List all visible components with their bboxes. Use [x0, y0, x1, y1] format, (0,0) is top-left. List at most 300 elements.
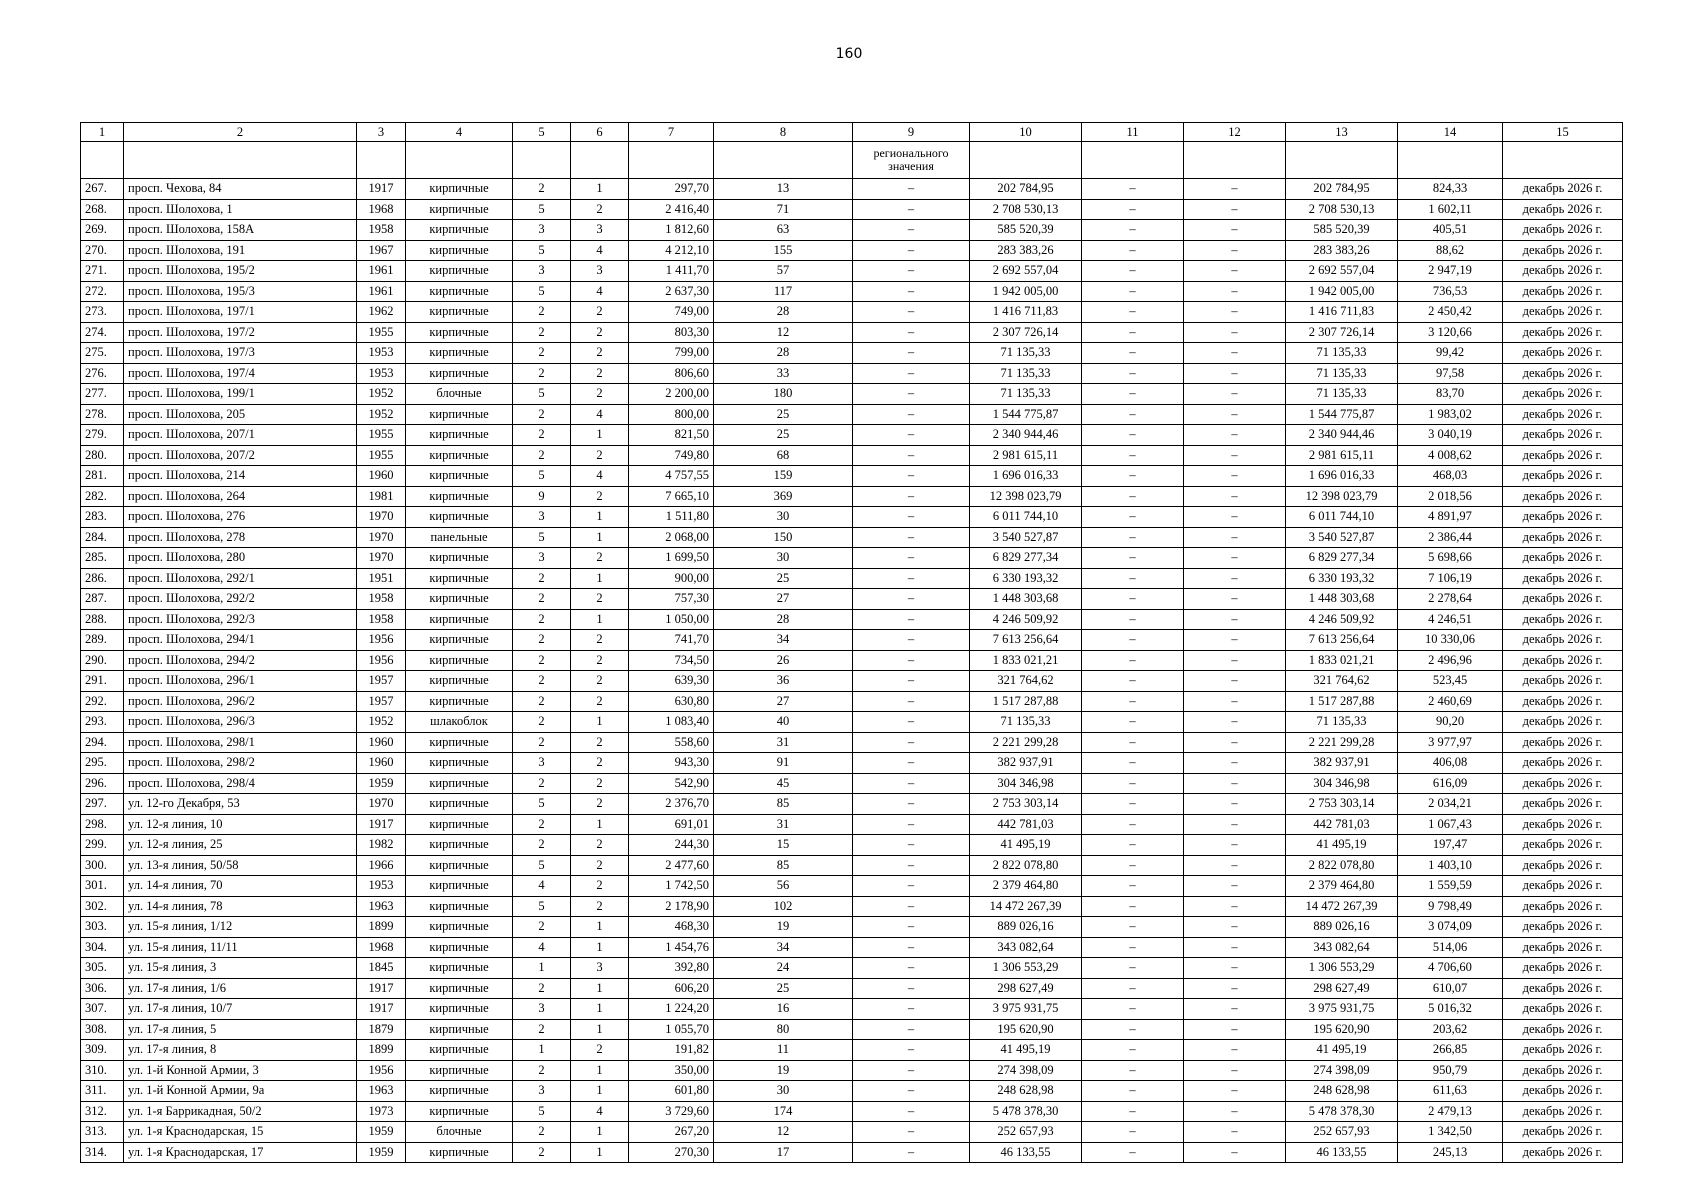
cell-cost-per-sqm: 2 479,13 — [1398, 1101, 1503, 1122]
cell-deadline: декабрь 2026 г. — [1503, 404, 1623, 425]
cell-entrances: 3 — [571, 958, 629, 979]
cell-wall-material: кирпичные — [406, 281, 513, 302]
cell-floors: 2 — [513, 589, 571, 610]
cell-entrances: 2 — [571, 835, 629, 856]
cell-cost-per-sqm: 616,09 — [1398, 773, 1503, 794]
cell-cost-per-sqm: 3 120,66 — [1398, 322, 1503, 343]
cell-year-built: 1960 — [357, 466, 406, 487]
cell-floors: 5 — [513, 855, 571, 876]
cell-cost-per-sqm: 406,08 — [1398, 753, 1503, 774]
cell-total-cost: 6 330 193,32 — [1286, 568, 1398, 589]
cell-row-index: 304. — [81, 937, 124, 958]
cell-cost: 6 330 193,32 — [970, 568, 1082, 589]
cell-col-11: – — [1082, 261, 1184, 282]
cell-year-built: 1845 — [357, 958, 406, 979]
cell-address: просп. Шолохова, 298/1 — [124, 732, 357, 753]
cell-cost: 1 696 016,33 — [970, 466, 1082, 487]
cell-deadline: декабрь 2026 г. — [1503, 732, 1623, 753]
cell-row-index: 313. — [81, 1122, 124, 1143]
cell-regional-value: – — [853, 1081, 970, 1102]
cell-entrances: 1 — [571, 712, 629, 733]
cell-col-12: – — [1184, 1040, 1286, 1061]
cell-year-built: 1955 — [357, 445, 406, 466]
cell-floors: 2 — [513, 671, 571, 692]
cell-cost: 2 692 557,04 — [970, 261, 1082, 282]
cell-col-11: – — [1082, 199, 1184, 220]
cell-year-built: 1879 — [357, 1019, 406, 1040]
cell-entrances: 2 — [571, 876, 629, 897]
cell-cost-per-sqm: 4 891,97 — [1398, 507, 1503, 528]
table-row — [81, 1122, 1623, 1143]
cell-address: просп. Шолохова, 214 — [124, 466, 357, 487]
cell-col-12: – — [1184, 199, 1286, 220]
cell-deadline: декабрь 2026 г. — [1503, 302, 1623, 323]
cell-year-built: 1963 — [357, 896, 406, 917]
cell-residents: 159 — [714, 466, 853, 487]
cell-area: 2 200,00 — [629, 384, 714, 405]
cell-address: ул. 1-й Конной Армии, 3 — [124, 1060, 357, 1081]
cell-floors: 9 — [513, 486, 571, 507]
cell-col-11: – — [1082, 507, 1184, 528]
cell-row-index: 311. — [81, 1081, 124, 1102]
cell-wall-material: кирпичные — [406, 896, 513, 917]
cell-col-12: – — [1184, 240, 1286, 261]
column-number: 4 — [406, 123, 513, 142]
cell-row-index: 306. — [81, 978, 124, 999]
cell-deadline: декабрь 2026 г. — [1503, 445, 1623, 466]
cell-residents: 34 — [714, 630, 853, 651]
cell-col-12: – — [1184, 937, 1286, 958]
cell-cost: 382 937,91 — [970, 753, 1082, 774]
cell-cost: 71 135,33 — [970, 343, 1082, 364]
table-row — [81, 712, 1623, 733]
cell-residents: 25 — [714, 425, 853, 446]
table-row — [81, 630, 1623, 651]
cell-regional-value: – — [853, 630, 970, 651]
cell-wall-material: кирпичные — [406, 1142, 513, 1163]
cell-cost: 5 478 378,30 — [970, 1101, 1082, 1122]
table-row — [81, 650, 1623, 671]
cell-entrances: 2 — [571, 650, 629, 671]
cell-wall-material: кирпичные — [406, 630, 513, 651]
cell-floors: 2 — [513, 650, 571, 671]
cell-cost: 585 520,39 — [970, 220, 1082, 241]
cell-residents: 80 — [714, 1019, 853, 1040]
cell-total-cost: 1 544 775,87 — [1286, 404, 1398, 425]
column-number: 13 — [1286, 123, 1398, 142]
table-row — [81, 343, 1623, 364]
cell-regional-value: – — [853, 1040, 970, 1061]
cell-regional-value: – — [853, 712, 970, 733]
cell-deadline: декабрь 2026 г. — [1503, 958, 1623, 979]
cell-entrances: 2 — [571, 343, 629, 364]
cell-area: 803,30 — [629, 322, 714, 343]
cell-address: ул. 1-я Баррикадная, 50/2 — [124, 1101, 357, 1122]
cell-entrances: 2 — [571, 1040, 629, 1061]
cell-residents: 26 — [714, 650, 853, 671]
cell-address: ул. 17-я линия, 8 — [124, 1040, 357, 1061]
cell-regional-value: – — [853, 384, 970, 405]
cell-row-index: 277. — [81, 384, 124, 405]
cell-wall-material: шлакоблок — [406, 712, 513, 733]
cell-floors: 2 — [513, 302, 571, 323]
cell-regional-value: – — [853, 486, 970, 507]
cell-year-built: 1981 — [357, 486, 406, 507]
table-row — [81, 384, 1623, 405]
cell-regional-value: – — [853, 466, 970, 487]
cell-cost: 6 011 744,10 — [970, 507, 1082, 528]
cell-regional-value: – — [853, 179, 970, 200]
cell-cost-per-sqm: 83,70 — [1398, 384, 1503, 405]
cell-area: 1 511,80 — [629, 507, 714, 528]
table-row — [81, 589, 1623, 610]
cell-deadline: декабрь 2026 г. — [1503, 466, 1623, 487]
cell-cost-per-sqm: 610,07 — [1398, 978, 1503, 999]
cell-cost-per-sqm: 468,03 — [1398, 466, 1503, 487]
cell-row-index: 282. — [81, 486, 124, 507]
cell-area: 2 416,40 — [629, 199, 714, 220]
cell-residents: 30 — [714, 1081, 853, 1102]
cell-deadline: декабрь 2026 г. — [1503, 568, 1623, 589]
cell-floors: 1 — [513, 1040, 571, 1061]
cell-col-11: – — [1082, 384, 1184, 405]
cell-floors: 3 — [513, 261, 571, 282]
cell-total-cost: 304 346,98 — [1286, 773, 1398, 794]
table-row — [81, 794, 1623, 815]
cell-floors: 3 — [513, 220, 571, 241]
cell-cost: 889 026,16 — [970, 917, 1082, 938]
cell-residents: 117 — [714, 281, 853, 302]
cell-wall-material: кирпичные — [406, 1040, 513, 1061]
cell-address: просп. Чехова, 84 — [124, 179, 357, 200]
cell-area: 392,80 — [629, 958, 714, 979]
cell-cost-per-sqm: 88,62 — [1398, 240, 1503, 261]
cell-regional-value: – — [853, 814, 970, 835]
cell-col-11: – — [1082, 486, 1184, 507]
cell-residents: 85 — [714, 794, 853, 815]
cell-year-built: 1966 — [357, 855, 406, 876]
cell-cost: 2 981 615,11 — [970, 445, 1082, 466]
table-row — [81, 568, 1623, 589]
cell-regional-value: – — [853, 322, 970, 343]
cell-address: просп. Шолохова, 292/3 — [124, 609, 357, 630]
cell-area: 943,30 — [629, 753, 714, 774]
cell-regional-value: – — [853, 855, 970, 876]
cell-wall-material: кирпичные — [406, 466, 513, 487]
cell-residents: 40 — [714, 712, 853, 733]
cell-regional-value: – — [853, 937, 970, 958]
cell-wall-material: кирпичные — [406, 1060, 513, 1081]
cell-area: 1 055,70 — [629, 1019, 714, 1040]
cell-row-index: 303. — [81, 917, 124, 938]
cell-year-built: 1956 — [357, 650, 406, 671]
cell-cost-per-sqm: 2 278,64 — [1398, 589, 1503, 610]
cell-address: ул. 1-я Краснодарская, 17 — [124, 1142, 357, 1163]
cell-cost-per-sqm: 736,53 — [1398, 281, 1503, 302]
cell-row-index: 278. — [81, 404, 124, 425]
cell-address: ул. 13-я линия, 50/58 — [124, 855, 357, 876]
cell-cost-per-sqm: 514,06 — [1398, 937, 1503, 958]
cell-deadline: декабрь 2026 г. — [1503, 753, 1623, 774]
cell-regional-value: – — [853, 363, 970, 384]
page-number: 160 — [835, 46, 863, 62]
cell-cost-per-sqm: 1 559,59 — [1398, 876, 1503, 897]
cell-residents: 45 — [714, 773, 853, 794]
cell-cost: 252 657,93 — [970, 1122, 1082, 1143]
cell-total-cost: 1 833 021,21 — [1286, 650, 1398, 671]
cell-deadline: декабрь 2026 г. — [1503, 589, 1623, 610]
cell-col-11: – — [1082, 876, 1184, 897]
cell-entrances: 3 — [571, 220, 629, 241]
cell-area: 7 665,10 — [629, 486, 714, 507]
cell-entrances: 1 — [571, 999, 629, 1020]
cell-year-built: 1958 — [357, 609, 406, 630]
cell-row-index: 283. — [81, 507, 124, 528]
cell-col-11: – — [1082, 589, 1184, 610]
cell-floors: 2 — [513, 814, 571, 835]
cell-row-index: 275. — [81, 343, 124, 364]
cell-year-built: 1968 — [357, 937, 406, 958]
cell-residents: 30 — [714, 548, 853, 569]
cell-regional-value: – — [853, 896, 970, 917]
cell-address: просп. Шолохова, 197/2 — [124, 322, 357, 343]
cell-total-cost: 1 942 005,00 — [1286, 281, 1398, 302]
cell-col-11: – — [1082, 1081, 1184, 1102]
cell-year-built: 1962 — [357, 302, 406, 323]
cell-entrances: 2 — [571, 445, 629, 466]
cell-cost: 1 833 021,21 — [970, 650, 1082, 671]
table-row — [81, 1101, 1623, 1122]
cell-residents: 369 — [714, 486, 853, 507]
cell-col-11: – — [1082, 1122, 1184, 1143]
cell-wall-material: кирпичные — [406, 445, 513, 466]
cell-residents: 28 — [714, 343, 853, 364]
cell-entrances: 1 — [571, 179, 629, 200]
cell-deadline: декабрь 2026 г. — [1503, 199, 1623, 220]
cell-col-11: – — [1082, 1060, 1184, 1081]
cell-cost: 71 135,33 — [970, 712, 1082, 733]
table-body — [81, 179, 1623, 1163]
table-row — [81, 753, 1623, 774]
column-number: 6 — [571, 123, 629, 142]
cell-area: 1 812,60 — [629, 220, 714, 241]
column-number: 12 — [1184, 123, 1286, 142]
cell-area: 1 699,50 — [629, 548, 714, 569]
cell-floors: 1 — [513, 958, 571, 979]
column-number: 1 — [81, 123, 124, 142]
cell-cost: 2 379 464,80 — [970, 876, 1082, 897]
cell-col-11: – — [1082, 630, 1184, 651]
cell-address: просп. Шолохова, 205 — [124, 404, 357, 425]
cell-col-12: – — [1184, 507, 1286, 528]
cell-row-index: 273. — [81, 302, 124, 323]
cell-regional-value: – — [853, 240, 970, 261]
cell-residents: 16 — [714, 999, 853, 1020]
cell-row-index: 271. — [81, 261, 124, 282]
cell-row-index: 305. — [81, 958, 124, 979]
cell-row-index: 290. — [81, 650, 124, 671]
cell-residents: 25 — [714, 978, 853, 999]
cell-deadline: декабрь 2026 г. — [1503, 1081, 1623, 1102]
cell-deadline: декабрь 2026 г. — [1503, 896, 1623, 917]
cell-total-cost: 2 822 078,80 — [1286, 855, 1398, 876]
cell-row-index: 295. — [81, 753, 124, 774]
table-row — [81, 814, 1623, 835]
cell-regional-value: – — [853, 445, 970, 466]
cell-deadline: декабрь 2026 г. — [1503, 343, 1623, 364]
cell-entrances: 1 — [571, 1019, 629, 1040]
cell-col-12: – — [1184, 466, 1286, 487]
cell-year-built: 1899 — [357, 1040, 406, 1061]
cell-residents: 150 — [714, 527, 853, 548]
cell-col-11: – — [1082, 937, 1184, 958]
cell-total-cost: 1 517 287,88 — [1286, 691, 1398, 712]
cell-total-cost: 14 472 267,39 — [1286, 896, 1398, 917]
cell-entrances: 2 — [571, 384, 629, 405]
cell-total-cost: 71 135,33 — [1286, 712, 1398, 733]
cell-address: ул. 17-я линия, 1/6 — [124, 978, 357, 999]
cell-col-11: – — [1082, 179, 1184, 200]
cell-col-11: – — [1082, 322, 1184, 343]
cell-entrances: 2 — [571, 753, 629, 774]
cell-floors: 5 — [513, 527, 571, 548]
cell-cost: 343 082,64 — [970, 937, 1082, 958]
cell-wall-material: кирпичные — [406, 302, 513, 323]
cell-year-built: 1917 — [357, 999, 406, 1020]
cell-residents: 85 — [714, 855, 853, 876]
table-row — [81, 958, 1623, 979]
table-row — [81, 404, 1623, 425]
cell-wall-material: кирпичные — [406, 568, 513, 589]
cell-year-built: 1951 — [357, 568, 406, 589]
cell-floors: 3 — [513, 1081, 571, 1102]
cell-cost-per-sqm: 9 798,49 — [1398, 896, 1503, 917]
cell-regional-value: – — [853, 281, 970, 302]
cell-col-11: – — [1082, 527, 1184, 548]
cell-area: 741,70 — [629, 630, 714, 651]
table-row — [81, 240, 1623, 261]
cell-cost-per-sqm: 99,42 — [1398, 343, 1503, 364]
cell-floors: 5 — [513, 281, 571, 302]
cell-cost-per-sqm: 266,85 — [1398, 1040, 1503, 1061]
cell-cost: 71 135,33 — [970, 384, 1082, 405]
cell-residents: 13 — [714, 179, 853, 200]
cell-wall-material: кирпичные — [406, 363, 513, 384]
cell-residents: 27 — [714, 589, 853, 610]
column-number: 15 — [1503, 123, 1623, 142]
cell-cost: 2 708 530,13 — [970, 199, 1082, 220]
cell-area: 1 083,40 — [629, 712, 714, 733]
cell-cost: 2 822 078,80 — [970, 855, 1082, 876]
cell-cost: 2 221 299,28 — [970, 732, 1082, 753]
cell-entrances: 1 — [571, 1060, 629, 1081]
cell-address: просп. Шолохова, 1 — [124, 199, 357, 220]
cell-floors: 2 — [513, 568, 571, 589]
table-row — [81, 937, 1623, 958]
cell-row-index: 310. — [81, 1060, 124, 1081]
cell-wall-material: кирпичные — [406, 486, 513, 507]
cell-cost-per-sqm: 1 067,43 — [1398, 814, 1503, 835]
cell-year-built: 1957 — [357, 691, 406, 712]
table-row — [81, 1142, 1623, 1163]
cell-cost: 41 495,19 — [970, 835, 1082, 856]
cell-entrances: 2 — [571, 896, 629, 917]
cell-cost: 1 517 287,88 — [970, 691, 1082, 712]
cell-deadline: декабрь 2026 г. — [1503, 671, 1623, 692]
table-row — [81, 855, 1623, 876]
table-row — [81, 486, 1623, 507]
cell-floors: 2 — [513, 425, 571, 446]
cell-floors: 3 — [513, 753, 571, 774]
cell-floors: 2 — [513, 1060, 571, 1081]
cell-floors: 2 — [513, 773, 571, 794]
cell-row-index: 312. — [81, 1101, 124, 1122]
cell-regional-value: – — [853, 220, 970, 241]
cell-year-built: 1982 — [357, 835, 406, 856]
table-row — [81, 1081, 1623, 1102]
cell-cost-per-sqm: 90,20 — [1398, 712, 1503, 733]
cell-row-index: 267. — [81, 179, 124, 200]
cell-floors: 4 — [513, 876, 571, 897]
cell-cost-per-sqm: 197,47 — [1398, 835, 1503, 856]
cell-area: 3 729,60 — [629, 1101, 714, 1122]
cell-entrances: 2 — [571, 671, 629, 692]
cell-deadline: декабрь 2026 г. — [1503, 917, 1623, 938]
cell-address: просп. Шолохова, 191 — [124, 240, 357, 261]
cell-col-12: – — [1184, 1101, 1286, 1122]
cell-cost: 202 784,95 — [970, 179, 1082, 200]
cell-cost-per-sqm: 3 074,09 — [1398, 917, 1503, 938]
cell-floors: 5 — [513, 466, 571, 487]
cell-floors: 2 — [513, 1142, 571, 1163]
cell-deadline: декабрь 2026 г. — [1503, 650, 1623, 671]
cell-total-cost: 4 246 509,92 — [1286, 609, 1398, 630]
cell-row-index: 294. — [81, 732, 124, 753]
cell-floors: 2 — [513, 630, 571, 651]
cell-cost-per-sqm: 1 602,11 — [1398, 199, 1503, 220]
cell-address: просп. Шолохова, 197/3 — [124, 343, 357, 364]
cell-regional-value: – — [853, 773, 970, 794]
table-row — [81, 999, 1623, 1020]
cell-area: 2 376,70 — [629, 794, 714, 815]
cell-col-12: – — [1184, 179, 1286, 200]
cell-address: просп. Шолохова, 296/3 — [124, 712, 357, 733]
column-number: 10 — [970, 123, 1082, 142]
cell-total-cost: 2 379 464,80 — [1286, 876, 1398, 897]
cell-col-12: – — [1184, 773, 1286, 794]
cell-col-11: – — [1082, 302, 1184, 323]
cell-deadline: декабрь 2026 г. — [1503, 425, 1623, 446]
cell-floors: 3 — [513, 548, 571, 569]
cell-deadline: декабрь 2026 г. — [1503, 179, 1623, 200]
cell-residents: 28 — [714, 302, 853, 323]
column-number: 2 — [124, 123, 357, 142]
cell-address: просп. Шолохова, 207/1 — [124, 425, 357, 446]
cell-regional-value: – — [853, 671, 970, 692]
cell-col-12: – — [1184, 753, 1286, 774]
cell-wall-material: кирпичные — [406, 548, 513, 569]
cell-entrances: 1 — [571, 568, 629, 589]
cell-row-index: 287. — [81, 589, 124, 610]
cell-address: ул. 14-я линия, 78 — [124, 896, 357, 917]
cell-regional-value: – — [853, 589, 970, 610]
cell-row-index: 300. — [81, 855, 124, 876]
cell-area: 2 637,30 — [629, 281, 714, 302]
cell-wall-material: кирпичные — [406, 179, 513, 200]
cell-residents: 34 — [714, 937, 853, 958]
cell-wall-material: кирпичные — [406, 1019, 513, 1040]
cell-entrances: 1 — [571, 425, 629, 446]
